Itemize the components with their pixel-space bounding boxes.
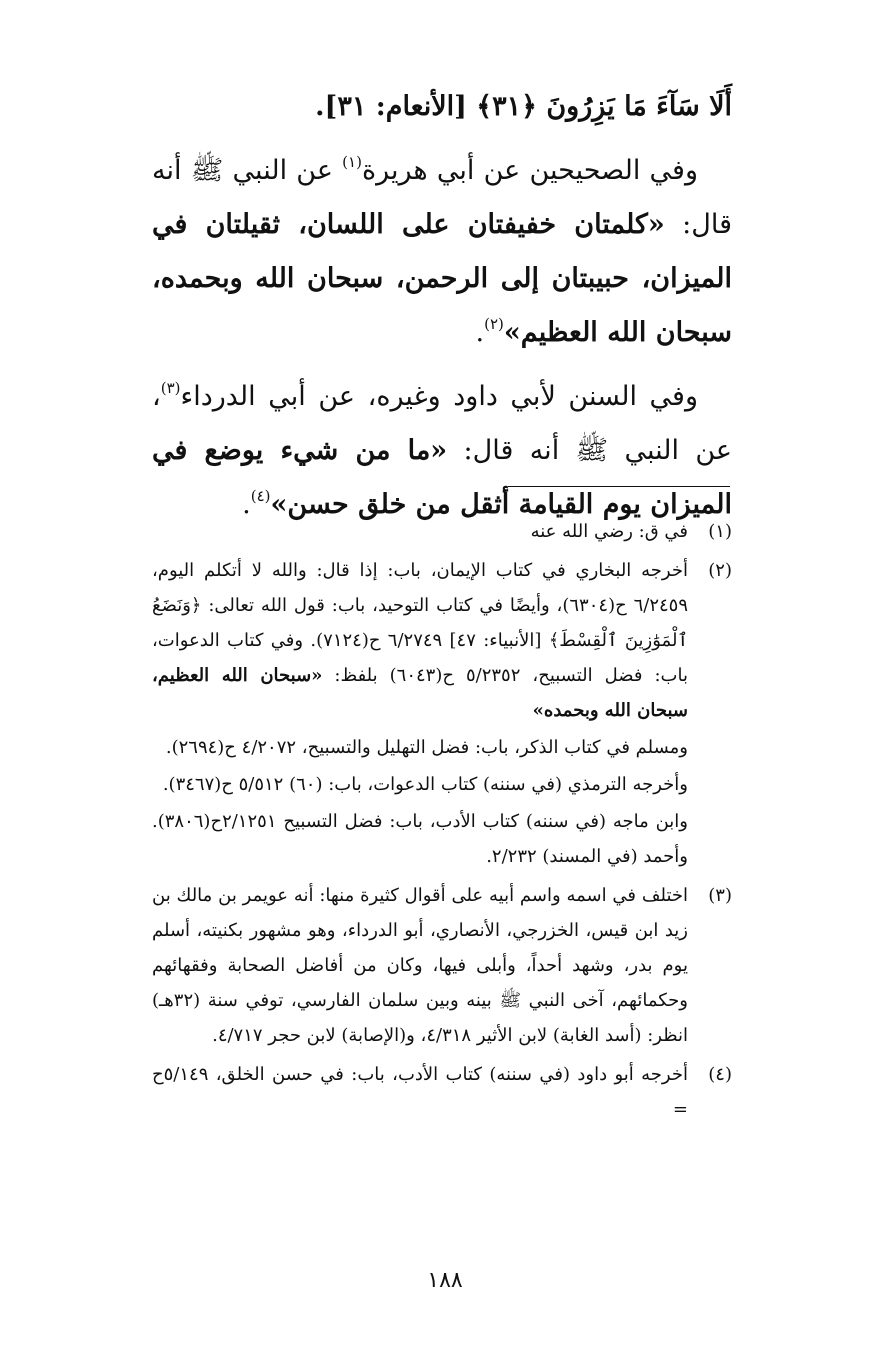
footnote-ref-1[interactable]: (١) — [342, 153, 362, 171]
footnote-text — [152, 1057, 688, 1127]
main-text — [152, 80, 732, 532]
bukhari-wording: «سبحان الله العظيم، سبحان الله وبحمده» — [152, 665, 688, 721]
quran-verse-end: أَلَا سَآءَ مَا يَزِرُونَ ﴿٣١﴾ [الأنعام: ٣١]. — [315, 91, 732, 122]
p1-end: . — [475, 317, 485, 348]
bukhari-reference: أخرجه البخاري في كتاب الإيمان، باب: إذا قال: والله لا أتكلم اليوم، ٦/٢٤٥٩ ح(٦٣٠٤)، وأيضًا في كتاب التوحيد، باب: قول الله تعالى: ﴿وَنَضَعُ ٱلْمَوَٰزِينَ ٱلْقِسْطَ﴾ [الأنبياء: ٤٧] ٦/٢٧٤٩ ح(٧١٢٤). وفي كتاب الدعوات، باب: فضل التسبيح، ٥/٢٣٥٢ ح(٦٠٤٣) بلفظ: — [152, 560, 688, 686]
footnote-1-text: في ق: رضي الله عنه — [530, 521, 688, 542]
p2-mid: ، عن النبي ﷺ أنه قال: — [152, 381, 732, 466]
footnote-2-tirmidhi: وأخرجه الترمذي (في سننه) كتاب الدعوات، باب: (٦٠) ٥/٥١٢ ح(٣٤٦٧). — [162, 774, 688, 795]
footnote-text — [152, 878, 688, 1053]
footnote-ref-2[interactable]: (٢) — [484, 315, 504, 333]
footnote-number: (١) — [708, 521, 732, 542]
footnotes — [152, 514, 732, 1131]
footnote-separator — [508, 486, 730, 487]
verse-line — [152, 80, 732, 134]
footnote-2-muslim: ومسلم في كتاب الذكر، باب: فضل التهليل والتسبيح، ٤/٢٠٧٢ ح(٢٦٩٤). — [165, 737, 688, 758]
footnote-2-bukhari — [152, 553, 688, 728]
footnote-4-text: أخرجه أبو داود (في سننه) كتاب الأدب، باب: في حسن الخلق، ٥/١٤٩ح = — [152, 1064, 688, 1120]
footnote-text — [152, 553, 688, 874]
footnote-number: (٣) — [708, 885, 732, 906]
p1-intro: وفي الصحيحين عن أبي هريرة — [361, 155, 698, 186]
p2-end: . — [242, 489, 251, 520]
footnote-2-ibn-majah: وابن ماجه (في سننه) كتاب الأدب، باب: فضل التسبيح ٢/١٢٥١ح(٣٨٠٦). وأحمد (في المسند) ٢/٢٣٢. — [152, 811, 688, 867]
footnote-number: (٢) — [708, 560, 732, 581]
footnote-3-text: اختلف في اسمه واسم أبيه على أقوال كثيرة منها: أنه عويمر بن مالك بن زيد ابن قيس، الخزرجي، الأنصاري، أبو الدرداء، وهو مشهور بكنيته، أسلم يوم بدر، وشهد أحداً، وأبلى فيها، وكان من أفاضل الصحابة وفقهائهم وحكمائهم، آخى النبي ﷺ بينه وبين سلمان الفارسي، توفي سنة (٣٢هـ) انظر: (أسد الغابة) لابن الأثير ٤/٣١٨، و(الإصابة) لابن حجر ٤/٧١٧. — [152, 885, 688, 1046]
footnote-4 — [152, 1057, 732, 1127]
hadith-two-words: «كلمتان خفيفتان على اللسان، ثقيلتان في الميزان، حبيبتان إلى الرحمن، سبحان الله وبحمده، سبحان الله العظيم» — [152, 209, 732, 348]
paragraph-abu-darda — [152, 370, 732, 532]
page-number: ١٨٨ — [427, 1268, 463, 1293]
p2-intro: وفي السنن لأبي داود وغيره، عن أبي الدرداء — [180, 381, 698, 412]
footnote-number: (٤) — [708, 1064, 732, 1085]
footnote-3 — [152, 878, 732, 1053]
footnote-text — [152, 514, 688, 549]
footnote-ref-4[interactable]: (٤) — [250, 487, 271, 505]
paragraph-abu-hurayra — [152, 144, 732, 360]
footnote-2 — [152, 553, 732, 874]
footnote-ref-3[interactable]: (٣) — [160, 379, 181, 397]
hadith-good-character: «ما من شيء يوضع في الميزان يوم القيامة أثقل من خلق حسن» — [152, 435, 732, 520]
p1-mid: عن النبي ﷺ أنه قال: — [152, 155, 732, 240]
footnote-1 — [152, 514, 732, 549]
